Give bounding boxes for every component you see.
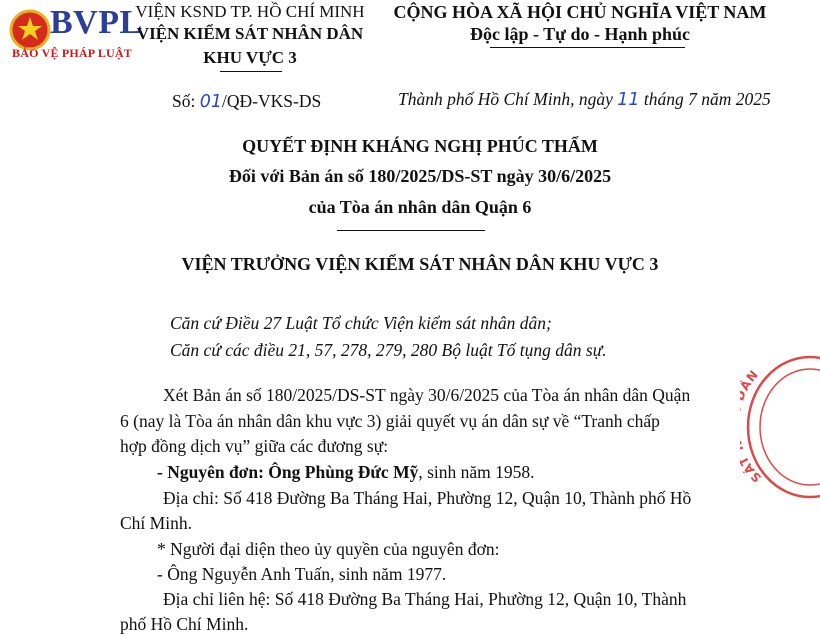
stamp-text: SÁ N (740, 367, 765, 485)
representative-intro: * Người đại diện theo ủy quyền của nguyên đơn: (157, 539, 500, 559)
document-number (172, 91, 321, 112)
dateline-prefix: Thành phố Hồ Chí Minh, ngày (398, 89, 613, 109)
handwritten-number: 01 (199, 92, 223, 112)
plaintiff-line (157, 462, 535, 483)
plaintiff-detail: , sinh năm 1958. (418, 462, 535, 482)
agency-name: VIỆN KIỂM SÁT NHÂN DÂN (136, 24, 364, 43)
dateline-suffix: tháng 7 năm 2025 (643, 89, 771, 109)
motto-underline (490, 47, 685, 48)
national-motto: Độc lập - Tự do - Hạnh phúc (469, 24, 691, 44)
logo-subtitle: BẢO VỆ PHÁP LUẬT (12, 46, 132, 60)
agency-region: KHU VỰC 3 (203, 48, 297, 67)
body-p1-line1: Xét Bản án số 180/2025/DS-ST ngày 30/6/2025 của Tòa án nhân dân Quận (163, 385, 691, 405)
agency-parent: VIỆN KSND TP. HỒ CHÍ MINH (135, 2, 365, 21)
dateline (398, 89, 771, 110)
document-subject: Đối với Bản án số 180/2025/DS-ST ngày 30/6/2025 (228, 166, 612, 186)
legal-basis-1: Căn cứ Điều 27 Luật Tổ chức Viện kiểm sát nhân dân; (170, 313, 552, 333)
plaintiff-address-line2: Chí Minh. (120, 513, 192, 533)
official-stamp (740, 352, 820, 502)
logo-text: BVPL (50, 4, 143, 41)
national-title: CỘNG HÒA XÃ HỘI CHỦ NGHĨA VIỆT NAM (393, 2, 767, 22)
document-title: QUYẾT ĐỊNH KHÁNG NGHỊ PHÚC THẨM (242, 136, 598, 156)
plaintiff-label: - Nguyên đơn: Ông Phùng Đức Mỹ (157, 462, 419, 482)
representative-address-line1: Địa chỉ liên hệ: Số 418 Đường Ba Tháng Hai, Phường 12, Quận 10, Thành (163, 589, 687, 609)
issuing-authority: VIỆN TRƯỞNG VIỆN KIỂM SÁT NHÂN DÂN KHU VỰC 3 (181, 254, 659, 274)
body-p1-line3: hợp đồng dịch vụ” giữa các đương sự: (120, 436, 389, 456)
legal-basis-2: Căn cứ các điều 21, 57, 278, 279, 280 Bộ luật Tố tụng dân sự. (170, 340, 607, 360)
number-suffix: /QĐ-VKS-DS (222, 91, 322, 111)
title-underline (337, 230, 485, 231)
number-prefix: Số: (172, 91, 196, 111)
plaintiff-address-line1: Địa chỉ: Số 418 Đường Ba Tháng Hai, Phường 12, Quận 10, Thành phố Hồ (163, 488, 692, 508)
document-court: của Tòa án nhân dân Quận 6 (308, 197, 532, 217)
representative-address-line2: phố Hồ Chí Minh. (120, 614, 249, 634)
representative-name: - Ông Nguyễn Anh Tuấn, sinh năm 1977. (157, 564, 447, 584)
stamp-seal-icon (740, 352, 820, 502)
handwritten-day: 11 (617, 90, 640, 110)
body-p1-line2: 6 (nay là Tòa án nhân dân khu vực 3) giải quyết vụ án dân sự về “Tranh chấp (120, 411, 660, 431)
agency-underline (220, 71, 282, 72)
